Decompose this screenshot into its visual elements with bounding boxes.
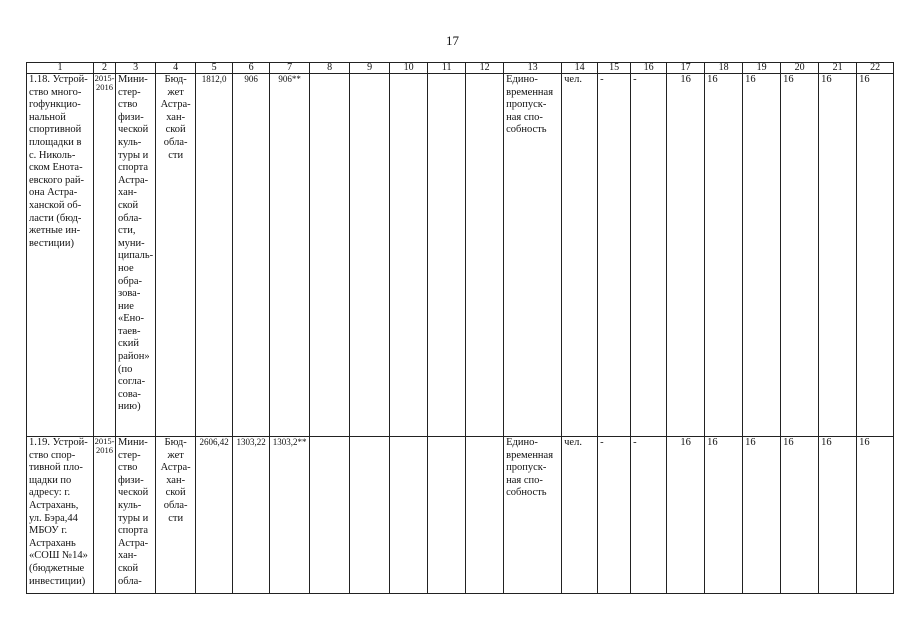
- cell-col8: [310, 74, 350, 437]
- col-header-15: 15: [598, 63, 631, 74]
- cell-funding-source: Бюд- жет Астра- хан- ской обла- сти: [156, 74, 196, 437]
- cell-col8: [310, 437, 350, 594]
- col-header-4: 4: [156, 63, 196, 74]
- cell-col5: 2606,42: [196, 437, 233, 594]
- cell-indicator: Едино- временная пропуск- ная спо- собность: [504, 437, 562, 594]
- cell-col12: [466, 74, 504, 437]
- cell-col6: 1303,22: [233, 437, 270, 594]
- cell-period: 2015- 2016: [94, 437, 116, 594]
- col-header-11: 11: [428, 63, 466, 74]
- cell-col22: 16: [857, 74, 894, 437]
- cell-executor: Мини- стер- ство физи- ческой куль- туры и спорта Астра- хан- ской обла-: [116, 437, 156, 594]
- col-header-6: 6: [233, 63, 270, 74]
- col-header-3: 3: [116, 63, 156, 74]
- cell-unit: чел.: [562, 74, 598, 437]
- cell-col10: [390, 437, 428, 594]
- cell-activity-name: 1.19. Устрой- ство спор- тивной пло- щадки по адресу: г. Астрахань, ул. Бэра,44 МБОУ г. Астрахань «СОШ №14» (бюджетные инвестиции): [27, 437, 94, 594]
- cell-col15: -: [598, 74, 631, 437]
- col-header-19: 19: [743, 63, 781, 74]
- cell-col9: [350, 74, 390, 437]
- col-header-5: 5: [196, 63, 233, 74]
- cell-col20: 16: [781, 437, 819, 594]
- cell-col18: 16: [705, 74, 743, 437]
- page-number: 17: [446, 33, 459, 48]
- col-header-8: 8: [310, 63, 350, 74]
- cell-col17: 16: [667, 74, 705, 437]
- col-header-21: 21: [819, 63, 857, 74]
- cell-col7: 1303,2**: [270, 437, 310, 594]
- col-header-12: 12: [466, 63, 504, 74]
- cell-period: 2015- 2016: [94, 74, 116, 437]
- table-row: [27, 74, 894, 437]
- col-header-10: 10: [390, 63, 428, 74]
- cell-col10: [390, 74, 428, 437]
- col-header-9: 9: [350, 63, 390, 74]
- col-header-20: 20: [781, 63, 819, 74]
- cell-col22: 16: [857, 437, 894, 594]
- col-header-7: 7: [270, 63, 310, 74]
- col-header-17: 17: [667, 63, 705, 74]
- cell-unit: чел.: [562, 437, 598, 594]
- cell-col7: 906**: [270, 74, 310, 437]
- cell-col18: 16: [705, 437, 743, 594]
- col-header-13: 13: [504, 63, 562, 74]
- cell-col11: [428, 437, 466, 594]
- col-header-22: 22: [857, 63, 894, 74]
- col-header-18: 18: [705, 63, 743, 74]
- col-header-14: 14: [562, 63, 598, 74]
- cell-funding-source: Бюд- жет Астра- хан- ской обла- сти: [156, 437, 196, 594]
- cell-col11: [428, 74, 466, 437]
- cell-col16: -: [631, 437, 667, 594]
- cell-col5: 1812,0: [196, 74, 233, 437]
- cell-indicator: Едино- временная пропуск- ная спо- собность: [504, 74, 562, 437]
- col-header-2: 2: [94, 63, 116, 74]
- cell-col19: 16: [743, 437, 781, 594]
- data-table: [26, 62, 894, 594]
- cell-col20: 16: [781, 74, 819, 437]
- cell-col9: [350, 437, 390, 594]
- col-header-1: 1: [27, 63, 94, 74]
- cell-col12: [466, 437, 504, 594]
- cell-col6: 906: [233, 74, 270, 437]
- cell-activity-name: 1.18. Устрой- ство много- гофункцио- нальной спортивной площадки в с. Николь- ском Енота- евского рай- она Астра- ханской об- ласти (бюд- жетные ин- вестиции): [27, 74, 94, 437]
- header-row: [27, 63, 894, 74]
- cell-col15: -: [598, 437, 631, 594]
- cell-col21: 16: [819, 437, 857, 594]
- cell-col17: 16: [667, 437, 705, 594]
- cell-executor: Мини- стер- ство физи- ческой куль- туры и спорта Астра- хан- ской обла- сти, муни- ципаль- ное обра- зова- ние «Ено- таев- ский район» (по согла- сова- нию): [116, 74, 156, 437]
- cell-col19: 16: [743, 74, 781, 437]
- table-row: [27, 437, 894, 594]
- col-header-16: 16: [631, 63, 667, 74]
- cell-col21: 16: [819, 74, 857, 437]
- cell-col16: -: [631, 74, 667, 437]
